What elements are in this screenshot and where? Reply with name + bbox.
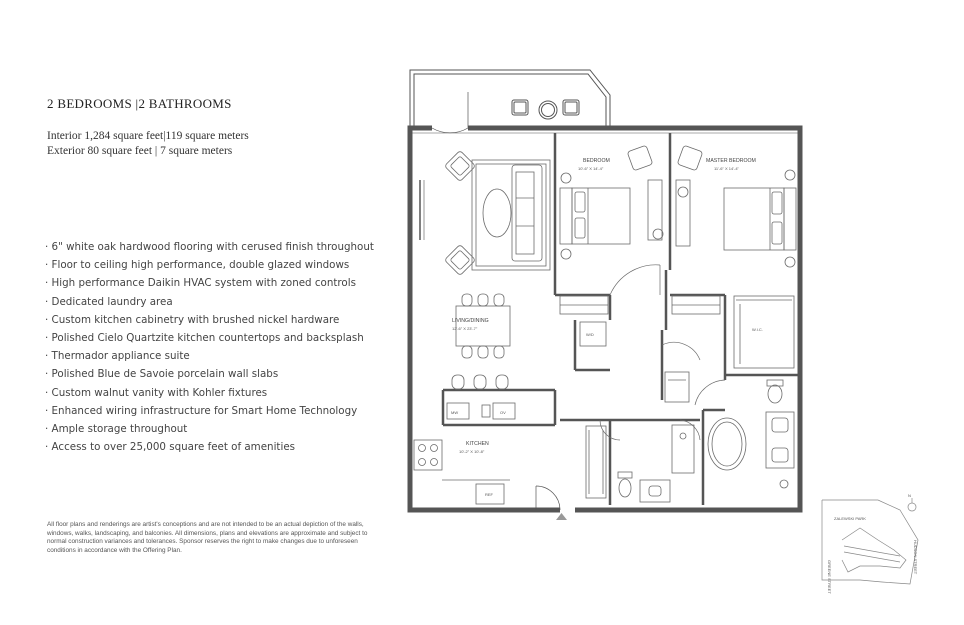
stool-icon xyxy=(452,375,464,389)
feature-item: · Enhanced wiring infrastructure for Smart Home Technology xyxy=(45,404,358,417)
park-label: ZALEWSKI PARK xyxy=(834,516,866,521)
street-label-right: HUDSON STREET xyxy=(913,540,918,575)
vanity-icon xyxy=(766,412,794,468)
cooktop-icon xyxy=(414,440,442,470)
bed-icon xyxy=(572,188,630,244)
room-label-living: LIVING/DINING xyxy=(452,318,489,324)
walk-in-closet xyxy=(734,296,794,368)
feature-item: · Floor to ceiling high performance, double glazed windows xyxy=(45,259,350,272)
vanity-icon xyxy=(640,480,670,502)
lamp-icon xyxy=(561,173,571,183)
room-dims-master: 11'-6" X 14'-4" xyxy=(714,166,739,171)
microwave-label: MW xyxy=(451,410,459,415)
feature-item: · Custom kitchen cabinetry with brushed nickel hardware xyxy=(45,313,340,326)
room-dims-kitchen: 10'-2" X 10'-8" xyxy=(459,449,485,454)
north-arrow-icon xyxy=(908,503,916,511)
unit-title: 2 BEDROOMS |2 BATHROOMS xyxy=(47,96,232,111)
room-label-bedroom: BEDROOM xyxy=(583,158,610,164)
kitchen-furniture xyxy=(414,375,515,504)
coffee-table-icon xyxy=(483,189,511,237)
room-label-kitchen: KITCHEN xyxy=(466,441,489,447)
sofa-icon xyxy=(512,165,542,261)
bedroom-furniture xyxy=(560,145,663,314)
sink-icon xyxy=(482,405,490,417)
laundry-label: W/D xyxy=(586,332,594,337)
feature-item: · High performance Daikin HVAC system with zoned controls xyxy=(45,277,356,290)
room-dims-living: 12'-6" X 23'-7" xyxy=(452,326,478,331)
master-bedroom-furniture xyxy=(672,145,796,368)
entry-arrow-icon xyxy=(556,513,567,520)
bathtub-icon xyxy=(708,418,746,470)
fridge-label: REF xyxy=(485,492,493,497)
bathroom-fixtures xyxy=(586,372,794,502)
north-label: N xyxy=(908,493,911,498)
room-dims-bedroom: 10'-6" X 14'-4" xyxy=(578,166,604,171)
entry-door-swing xyxy=(536,486,560,510)
armchair-icon xyxy=(444,244,475,275)
bed-icon xyxy=(724,188,784,250)
stool-icon xyxy=(474,375,486,389)
lamp-icon xyxy=(653,229,663,239)
feature-item: · Access to over 25,000 square feet of amenities xyxy=(45,441,296,454)
lamp-icon xyxy=(785,257,795,267)
dresser-icon xyxy=(648,180,662,240)
oven-label: OV xyxy=(500,410,506,415)
lamp-icon xyxy=(678,187,688,197)
feature-item: · Custom walnut vanity with Kohler fixtures xyxy=(45,386,268,399)
feature-item: · Polished Blue de Savoie porcelain wall slabs xyxy=(45,368,279,381)
terrace xyxy=(410,70,610,128)
terrace-door-swing xyxy=(432,128,468,133)
toilet-icon xyxy=(767,380,783,403)
stool-icon xyxy=(496,375,508,389)
chair-icon xyxy=(627,145,653,171)
feature-item: · Ample storage throughout xyxy=(45,423,188,436)
feature-item: · Thermador appliance suite xyxy=(45,350,190,363)
terrace-table-icon xyxy=(539,101,557,119)
lamp-icon xyxy=(561,249,571,259)
toilet-icon xyxy=(618,472,632,497)
feature-item: · 6" white oak hardwood flooring with cerused finish throughout xyxy=(45,241,374,253)
room-label-master: MASTER BEDROOM xyxy=(706,158,756,164)
terrace-chair-icon xyxy=(563,100,579,115)
chair-icon xyxy=(677,145,703,171)
legal-disclaimer: All floor plans and renderings are artist's conceptions and are not intended to be an actual depiction of the walls, windows, walks, landscaping, and balconies. All dimensions, plans and elevations are approximate and subject to normal construction variances and tolerances. Sponsor reserves the right to make changes due to unforeseen conditions in accordance with the Offering Plan. xyxy=(47,521,368,554)
street-label-left: GREENE STREET xyxy=(827,560,832,594)
shower-icon xyxy=(672,425,694,473)
lamp-icon xyxy=(785,170,795,180)
interior-area: Interior 1,284 square feet|119 square meters xyxy=(47,130,249,142)
wic-label: W.I.C. xyxy=(752,327,763,332)
armchair-icon xyxy=(444,150,475,181)
terrace-chair-icon xyxy=(512,100,528,115)
living-furniture xyxy=(444,150,550,275)
closet-icon xyxy=(665,372,689,402)
feature-item: · Dedicated laundry area xyxy=(45,295,173,308)
key-plan xyxy=(822,498,918,584)
exterior-area: Exterior 80 square feet | 7 square meters xyxy=(47,145,233,157)
feature-item: · Polished Cielo Quartzite kitchen countertops and backsplash xyxy=(45,332,364,345)
